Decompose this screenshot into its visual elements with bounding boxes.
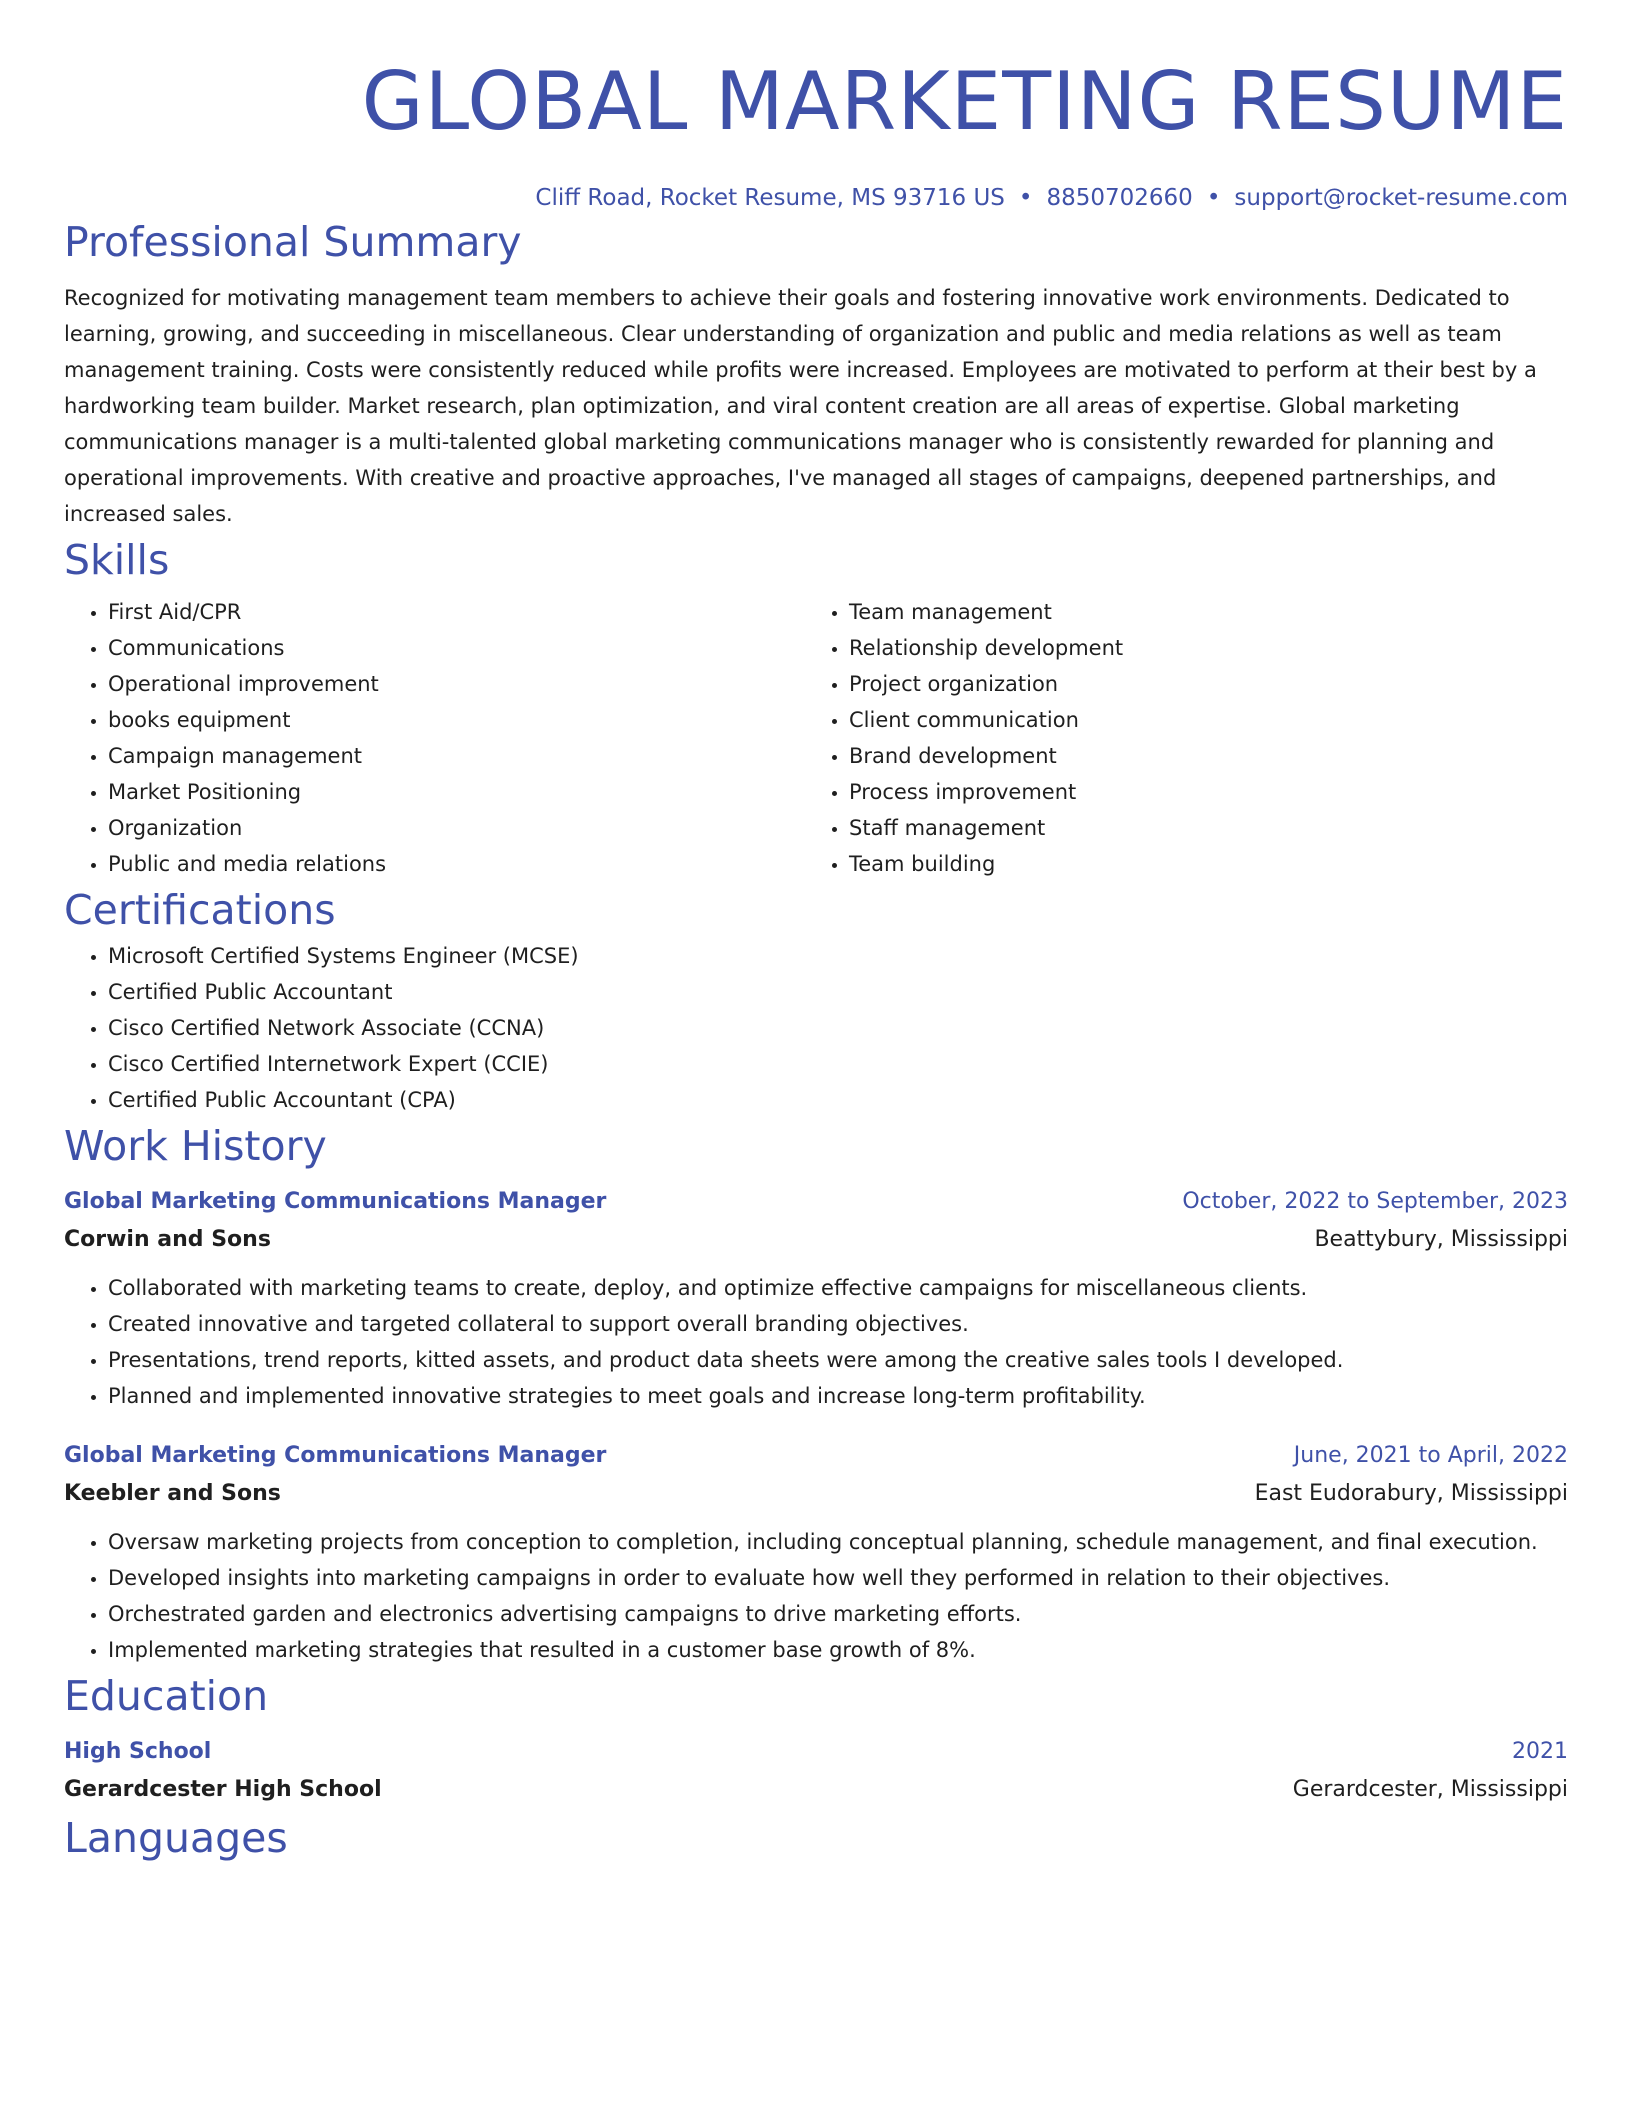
list-item: • First Aid/CPR xyxy=(108,594,805,630)
list-item: • Operational improvement xyxy=(108,666,805,702)
work-history-heading: Work History xyxy=(64,1122,327,1170)
job-title: Global Marketing Communications Manager xyxy=(64,1443,607,1468)
list-item: • Campaign management xyxy=(108,738,805,774)
list-item: • Oversaw marketing projects from conception to completion, including conceptual planning, schedule management, and final execution. xyxy=(108,1524,1568,1560)
list-item: • Brand development xyxy=(849,738,1546,774)
list-item: • books equipment xyxy=(108,702,805,738)
skills-section xyxy=(64,532,1568,882)
job-company: Corwin and Sons xyxy=(64,1227,271,1252)
education-header-row xyxy=(64,1734,1568,1770)
job-dates: October, 2022 to September, 2023 xyxy=(1182,1189,1568,1214)
list-item: • Public and media relations xyxy=(108,846,805,882)
education-year: 2021 xyxy=(1512,1739,1568,1764)
skills-heading: Skills xyxy=(64,536,170,584)
job-company-row xyxy=(64,1220,1568,1260)
summary-text: Recognized for motivating management team members to achieve their goals and fostering innovative work environments. Dedicated to learning, growing, and succeeding in miscellaneous. Clear understanding of organization and public and media relations as well as team management training. Costs were consistently reduced while profits were increased. Employees are motivated to perform at their best by a hardworking team builder. Market research, plan optimization, and viral content creation are all areas of expertise. Global marketing communications manager is a multi-talented global marketing communications manager who is consistently rewarded for planning and operational improvements. With creative and proactive approaches, I've managed all stages of campaigns, deepened partnerships, and increased sales. xyxy=(64,286,1537,526)
list-item: • Process improvement xyxy=(849,774,1546,810)
list-item: • Relationship development xyxy=(849,630,1546,666)
summary-heading: Professional Summary xyxy=(64,218,522,266)
skills-list-left xyxy=(64,594,805,882)
certifications-heading: Certifications xyxy=(64,886,336,934)
list-item: • Orchestrated garden and electronics advertising campaigns to drive marketing efforts. xyxy=(108,1596,1568,1632)
list-item: • Presentations, trend reports, kitted assets, and product data sheets were among the creative sales tools I developed. xyxy=(108,1342,1568,1378)
list-item: • Collaborated with marketing teams to create, deploy, and optimize effective campaigns for miscellaneous clients. xyxy=(108,1270,1568,1306)
list-item: • Developed insights into marketing campaigns in order to evaluate how well they performed in relation to their objectives. xyxy=(108,1560,1568,1596)
education-entry xyxy=(64,1734,1568,1810)
education-degree: High School xyxy=(64,1739,212,1764)
list-item: • Team building xyxy=(849,846,1546,882)
list-item: • Organization xyxy=(108,810,805,846)
certifications-list xyxy=(64,938,1568,1118)
education-heading: Education xyxy=(64,1672,269,1720)
list-item: • Cisco Certified Network Associate (CCNA) xyxy=(108,1010,1568,1046)
list-item: • Created innovative and targeted collateral to support overall branding objectives. xyxy=(108,1306,1568,1342)
skills-column-left xyxy=(64,594,805,882)
list-item: • Certified Public Accountant xyxy=(108,974,1568,1010)
contact-separator: • xyxy=(1206,185,1221,211)
list-item: • Project organization xyxy=(849,666,1546,702)
list-item: • Cisco Certified Internetwork Expert (CCIE) xyxy=(108,1046,1568,1082)
job-location: East Eudorabury, Mississippi xyxy=(1254,1481,1568,1506)
list-item: • Certified Public Accountant (CPA) xyxy=(108,1082,1568,1118)
job-bullets xyxy=(64,1524,1568,1668)
job-entry xyxy=(64,1438,1568,1668)
education-location: Gerardcester, Mississippi xyxy=(1292,1777,1568,1802)
summary-section xyxy=(64,214,1568,532)
list-item: • Planned and implemented innovative strategies to meet goals and increase long-term profitability. xyxy=(108,1378,1568,1414)
job-company: Keebler and Sons xyxy=(64,1481,281,1506)
skills-column-right xyxy=(805,594,1546,882)
certifications-section xyxy=(64,882,1568,1118)
list-item: • Microsoft Certified Systems Engineer (MCSE) xyxy=(108,938,1568,974)
contact-email[interactable]: support@rocket-resume.com xyxy=(1234,185,1568,211)
job-location: Beattybury, Mississippi xyxy=(1314,1227,1568,1252)
job-header-row xyxy=(64,1438,1568,1474)
contact-separator: • xyxy=(1018,185,1033,211)
skills-list-right xyxy=(805,594,1546,882)
job-bullets xyxy=(64,1270,1568,1414)
resume-title: GLOBAL MARKETING RESUME xyxy=(361,55,1568,148)
list-item: • Client communication xyxy=(849,702,1546,738)
education-section xyxy=(64,1668,1568,1810)
languages-heading: Languages xyxy=(64,1814,288,1862)
work-history-section xyxy=(64,1118,1568,1668)
job-company-row xyxy=(64,1474,1568,1514)
list-item: • Market Positioning xyxy=(108,774,805,810)
list-item: • Implemented marketing strategies that resulted in a customer base growth of 8%. xyxy=(108,1632,1568,1668)
job-title: Global Marketing Communications Manager xyxy=(64,1189,607,1214)
education-school-row xyxy=(64,1770,1568,1810)
contact-phone: 8850702660 xyxy=(1046,185,1193,211)
languages-section xyxy=(64,1810,1568,1866)
list-item: • Team management xyxy=(849,594,1546,630)
skills-columns xyxy=(64,594,1568,882)
contact-line xyxy=(64,182,1568,214)
contact-address: Cliff Road, Rocket Resume, MS 93716 US xyxy=(535,185,1005,211)
job-dates: June, 2021 to April, 2022 xyxy=(1293,1443,1568,1468)
education-school: Gerardcester High School xyxy=(64,1777,382,1802)
job-entry xyxy=(64,1184,1568,1414)
list-item: • Communications xyxy=(108,630,805,666)
list-item: • Staff management xyxy=(849,810,1546,846)
job-header-row xyxy=(64,1184,1568,1220)
